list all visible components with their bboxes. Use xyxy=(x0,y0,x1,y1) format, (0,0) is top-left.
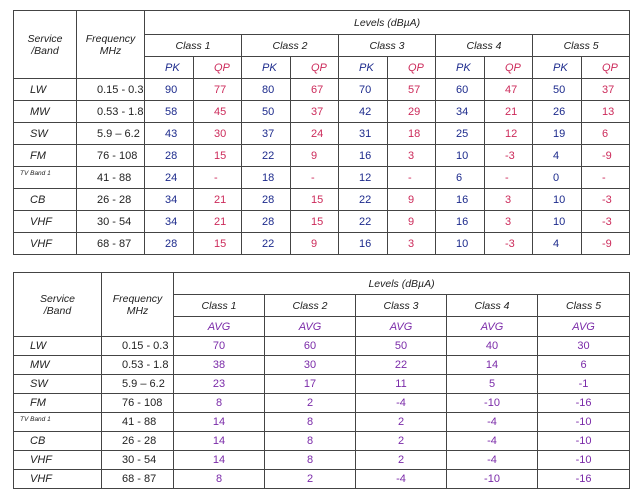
table-row xyxy=(14,451,630,470)
class-header: Class 1 xyxy=(145,35,242,57)
frequency-cell: 0.53 - 1.8 xyxy=(102,356,174,375)
pk-value: 37 xyxy=(242,123,291,145)
avg-value: 2 xyxy=(356,451,447,470)
avg-levels-table xyxy=(13,272,630,489)
qp-value: 21 xyxy=(194,189,242,211)
band-cell: VHF xyxy=(14,451,102,470)
avg-value: 8 xyxy=(265,413,356,432)
qp-header: QP xyxy=(291,57,339,79)
qp-value: 67 xyxy=(291,79,339,101)
table-row xyxy=(14,167,630,189)
avg-value: 5 xyxy=(447,375,538,394)
qp-value: 21 xyxy=(194,211,242,233)
frequency-cell: 5.9 – 6.2 xyxy=(102,375,174,394)
class-header: Class 3 xyxy=(356,295,447,317)
qp-value: -3 xyxy=(485,233,533,255)
class-header: Class 4 xyxy=(447,295,538,317)
qp-value: 15 xyxy=(194,145,242,167)
qp-value: 15 xyxy=(291,211,339,233)
qp-value: -9 xyxy=(582,233,630,255)
avg-value: 40 xyxy=(447,337,538,356)
frequency-cell: 26 - 28 xyxy=(77,189,145,211)
avg-value: 6 xyxy=(538,356,630,375)
band-cell: FM xyxy=(14,145,77,167)
avg-header: AVG xyxy=(538,317,630,337)
qp-header: QP xyxy=(485,57,533,79)
qp-value: 13 xyxy=(582,101,630,123)
qp-value: 3 xyxy=(388,145,436,167)
pk-value: 28 xyxy=(242,189,291,211)
qp-value: 37 xyxy=(291,101,339,123)
pk-value: 10 xyxy=(436,233,485,255)
pk-header: PK xyxy=(533,57,582,79)
band-cell: CB xyxy=(14,432,102,451)
avg-value: -4 xyxy=(447,432,538,451)
pk-value: 90 xyxy=(145,79,194,101)
avg-value: 23 xyxy=(174,375,265,394)
table-row xyxy=(14,470,630,489)
qp-value: 3 xyxy=(388,233,436,255)
pk-value: 25 xyxy=(436,123,485,145)
qp-value: 29 xyxy=(388,101,436,123)
pk-value: 4 xyxy=(533,233,582,255)
pk-value: 43 xyxy=(145,123,194,145)
pk-value: 22 xyxy=(339,211,388,233)
qp-value: - xyxy=(388,167,436,189)
avg-value: 8 xyxy=(265,451,356,470)
pk-value: 18 xyxy=(242,167,291,189)
qp-header: QP xyxy=(194,57,242,79)
qp-value: 18 xyxy=(388,123,436,145)
avg-value: -4 xyxy=(356,470,447,489)
table-row xyxy=(14,101,630,123)
avg-value: 38 xyxy=(174,356,265,375)
frequency-cell: 5.9 – 6.2 xyxy=(77,123,145,145)
pk-value: 10 xyxy=(533,189,582,211)
qp-value: -9 xyxy=(582,145,630,167)
qp-value: 47 xyxy=(485,79,533,101)
pk-value: 6 xyxy=(436,167,485,189)
avg-value: 60 xyxy=(265,337,356,356)
pk-value: 42 xyxy=(339,101,388,123)
table-row xyxy=(14,79,630,101)
avg-value: 8 xyxy=(174,394,265,413)
band-cell: MW xyxy=(14,356,102,375)
avg-value: 8 xyxy=(265,432,356,451)
pk-value: 80 xyxy=(242,79,291,101)
pk-value: 4 xyxy=(533,145,582,167)
qp-value: 9 xyxy=(388,189,436,211)
frequency-header: Frequency MHz xyxy=(102,273,174,337)
avg-value: 2 xyxy=(265,470,356,489)
avg-value: 17 xyxy=(265,375,356,394)
class-header: Class 4 xyxy=(436,35,533,57)
avg-value: 2 xyxy=(356,413,447,432)
avg-value: 14 xyxy=(174,413,265,432)
band-cell: VHF xyxy=(14,211,77,233)
avg-value: -10 xyxy=(447,470,538,489)
avg-value: 14 xyxy=(447,356,538,375)
qp-value: 21 xyxy=(485,101,533,123)
qp-header: QP xyxy=(582,57,630,79)
qp-value: 15 xyxy=(291,189,339,211)
qp-value: 37 xyxy=(582,79,630,101)
pk-qp-levels-table xyxy=(13,10,630,255)
avg-value: 2 xyxy=(356,432,447,451)
qp-value: -3 xyxy=(485,145,533,167)
pk-value: 50 xyxy=(533,79,582,101)
qp-value: 12 xyxy=(485,123,533,145)
pk-value: 19 xyxy=(533,123,582,145)
pk-value: 10 xyxy=(533,211,582,233)
pk-value: 12 xyxy=(339,167,388,189)
frequency-cell: 26 - 28 xyxy=(102,432,174,451)
frequency-cell: 0.53 - 1.8 xyxy=(77,101,145,123)
band-cell: LW xyxy=(14,337,102,356)
avg-value: -16 xyxy=(538,394,630,413)
band-cell: CB xyxy=(14,189,77,211)
qp-value: -3 xyxy=(582,211,630,233)
avg-value: 14 xyxy=(174,432,265,451)
pk-value: 28 xyxy=(145,145,194,167)
band-cell: FM xyxy=(14,394,102,413)
qp-value: 77 xyxy=(194,79,242,101)
qp-value: - xyxy=(291,167,339,189)
table-row xyxy=(14,145,630,167)
frequency-cell: 41 - 88 xyxy=(102,413,174,432)
class-header: Class 2 xyxy=(265,295,356,317)
band-cell: SW xyxy=(14,123,77,145)
avg-value: -16 xyxy=(538,470,630,489)
qp-value: -3 xyxy=(582,189,630,211)
qp-value: 9 xyxy=(291,145,339,167)
pk-value: 22 xyxy=(339,189,388,211)
service-band-header: Service /Band xyxy=(14,11,77,79)
qp-value: 15 xyxy=(194,233,242,255)
qp-value: 6 xyxy=(582,123,630,145)
pk-value: 60 xyxy=(436,79,485,101)
avg-header: AVG xyxy=(174,317,265,337)
pk-value: 58 xyxy=(145,101,194,123)
pk-value: 34 xyxy=(436,101,485,123)
table-row xyxy=(14,356,630,375)
qp-value: 24 xyxy=(291,123,339,145)
pk-value: 28 xyxy=(145,233,194,255)
pk-value: 70 xyxy=(339,79,388,101)
avg-value: 50 xyxy=(356,337,447,356)
frequency-cell: 0.15 - 0.3 xyxy=(102,337,174,356)
pk-header: PK xyxy=(339,57,388,79)
band-cell: TV Band 1 xyxy=(14,413,102,432)
qp-value: 3 xyxy=(485,189,533,211)
pk-value: 34 xyxy=(145,189,194,211)
header-row xyxy=(14,11,630,35)
frequency-cell: 68 - 87 xyxy=(102,470,174,489)
band-cell: TV Band 1 xyxy=(14,167,77,189)
table-row xyxy=(14,337,630,356)
class-header: Class 1 xyxy=(174,295,265,317)
table-row xyxy=(14,432,630,451)
avg-value: -4 xyxy=(447,451,538,470)
table-row xyxy=(14,189,630,211)
frequency-cell: 41 - 88 xyxy=(77,167,145,189)
pk-value: 10 xyxy=(436,145,485,167)
frequency-cell: 0.15 - 0.3 xyxy=(77,79,145,101)
qp-value: - xyxy=(582,167,630,189)
avg-value: 30 xyxy=(538,337,630,356)
header-row xyxy=(14,273,630,295)
qp-value: 45 xyxy=(194,101,242,123)
qp-value: - xyxy=(485,167,533,189)
qp-value: 9 xyxy=(388,211,436,233)
table-row xyxy=(14,394,630,413)
pk-value: 16 xyxy=(436,211,485,233)
avg-value: -4 xyxy=(447,413,538,432)
avg-value: -10 xyxy=(538,432,630,451)
qp-value: 57 xyxy=(388,79,436,101)
band-cell: VHF xyxy=(14,470,102,489)
levels-header: Levels (dBµA) xyxy=(174,273,630,295)
pk-value: 24 xyxy=(145,167,194,189)
frequency-cell: 76 - 108 xyxy=(102,394,174,413)
pk-value: 34 xyxy=(145,211,194,233)
avg-value: 22 xyxy=(356,356,447,375)
band-cell: SW xyxy=(14,375,102,394)
avg-value: -4 xyxy=(356,394,447,413)
qp-value: 3 xyxy=(485,211,533,233)
class-header: Class 2 xyxy=(242,35,339,57)
table-row xyxy=(14,233,630,255)
pk-value: 31 xyxy=(339,123,388,145)
avg-value: -1 xyxy=(538,375,630,394)
table-row xyxy=(14,413,630,432)
avg-header: AVG xyxy=(265,317,356,337)
frequency-cell: 30 - 54 xyxy=(77,211,145,233)
pk-value: 26 xyxy=(533,101,582,123)
avg-value: 11 xyxy=(356,375,447,394)
avg-value: 14 xyxy=(174,451,265,470)
class-header: Class 5 xyxy=(533,35,630,57)
frequency-cell: 76 - 108 xyxy=(77,145,145,167)
pk-header: PK xyxy=(436,57,485,79)
pk-value: 28 xyxy=(242,211,291,233)
frequency-cell: 30 - 54 xyxy=(102,451,174,470)
pk-value: 16 xyxy=(339,233,388,255)
pk-header: PK xyxy=(145,57,194,79)
avg-value: -10 xyxy=(538,451,630,470)
band-cell: LW xyxy=(14,79,77,101)
avg-value: 2 xyxy=(265,394,356,413)
band-cell: VHF xyxy=(14,233,77,255)
frequency-cell: 68 - 87 xyxy=(77,233,145,255)
pk-header: PK xyxy=(242,57,291,79)
avg-value: 70 xyxy=(174,337,265,356)
avg-value: 30 xyxy=(265,356,356,375)
class-header: Class 5 xyxy=(538,295,630,317)
pk-value: 22 xyxy=(242,145,291,167)
table-row xyxy=(14,375,630,394)
qp-header: QP xyxy=(388,57,436,79)
avg-value: -10 xyxy=(447,394,538,413)
frequency-header: Frequency MHz xyxy=(77,11,145,79)
pk-value: 16 xyxy=(436,189,485,211)
band-cell: MW xyxy=(14,101,77,123)
avg-value: 8 xyxy=(174,470,265,489)
pk-value: 50 xyxy=(242,101,291,123)
table-row xyxy=(14,123,630,145)
avg-header: AVG xyxy=(356,317,447,337)
qp-value: 9 xyxy=(291,233,339,255)
qp-value: - xyxy=(194,167,242,189)
avg-value: -10 xyxy=(538,413,630,432)
pk-value: 0 xyxy=(533,167,582,189)
levels-header: Levels (dBµA) xyxy=(145,11,630,35)
pk-value: 22 xyxy=(242,233,291,255)
avg-header: AVG xyxy=(447,317,538,337)
qp-value: 30 xyxy=(194,123,242,145)
class-header: Class 3 xyxy=(339,35,436,57)
table-row xyxy=(14,211,630,233)
pk-value: 16 xyxy=(339,145,388,167)
service-band-header: Service /Band xyxy=(14,273,102,337)
